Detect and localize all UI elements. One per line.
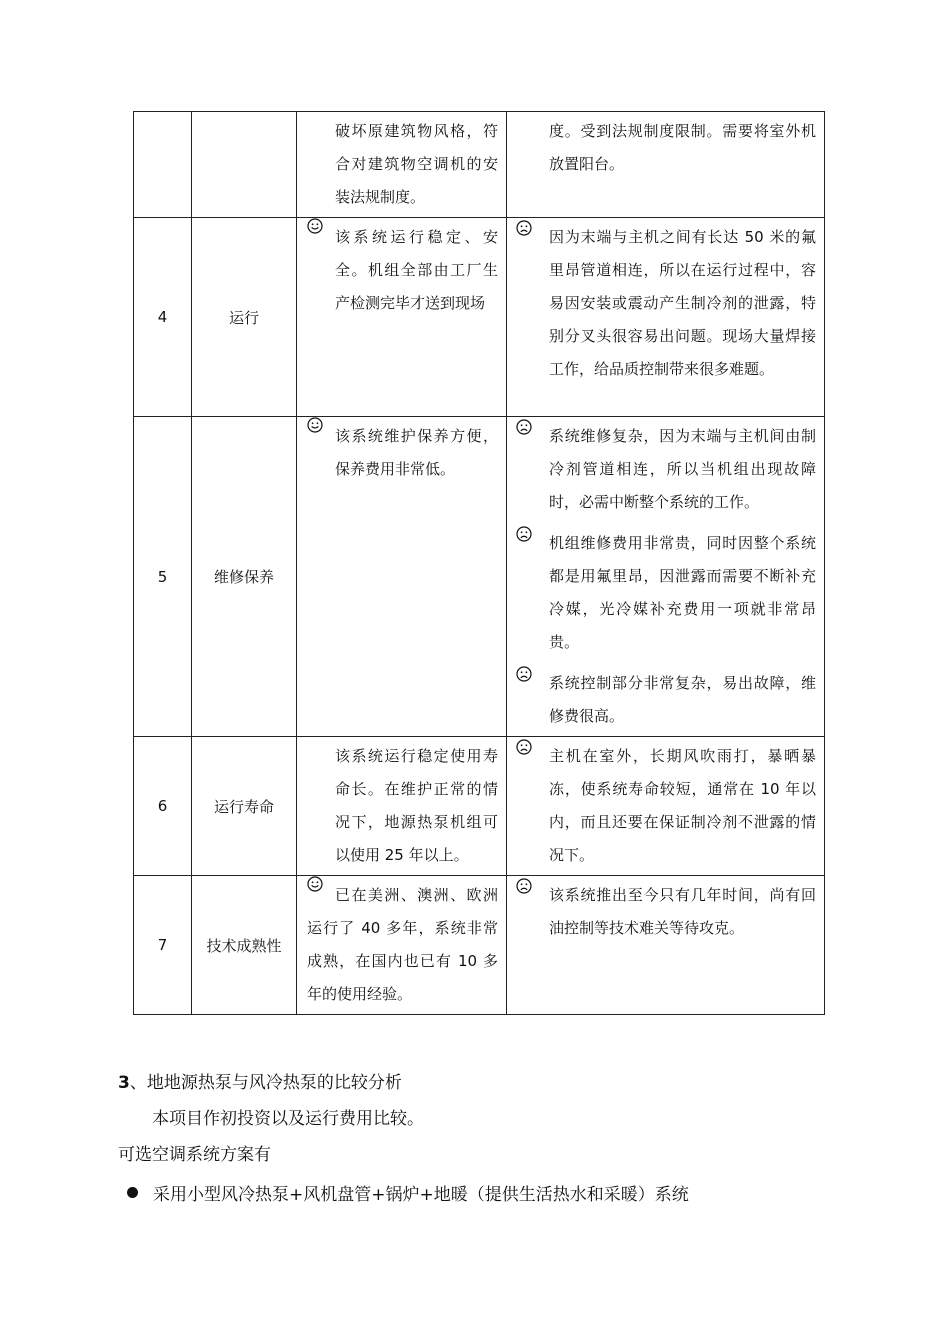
con-text: 该系统推出至今只有几年时间，尚有回油控制等技术难关等待攻克。: [549, 886, 816, 937]
con-cell: [507, 417, 825, 737]
table-row: [134, 112, 825, 218]
bullet-dot-icon: [127, 1187, 138, 1198]
pro-cell: [297, 112, 507, 218]
row-item: 运行寿命: [192, 737, 297, 876]
pro-text: 该系统运行稳定使用寿命长。在维护正常的情况下，地源热泵机组可以使用 25 年以上。: [335, 747, 498, 864]
con-text: 机组维修费用非常贵，同时因整个系统都是用氟里昂，因泄露而需要不断补充冷媒，光冷媒补充费用一项就非常昂贵。: [549, 534, 816, 651]
paragraph-options: 可选空调系统方案有: [118, 1145, 271, 1165]
row-number: 7: [134, 876, 192, 1015]
con-text: 度。受到法规制度限制。需要将室外机放置阳台。: [549, 122, 816, 173]
row-item: 技术成熟性: [192, 876, 297, 1015]
row-number: [134, 112, 192, 218]
bullet-text: 采用小型风冷热泵+风机盘管+锅炉+地暖（提供生活热水和采暖）系统: [153, 1185, 689, 1205]
pro-text: 该系统维护保养方便，保养费用非常低。: [335, 427, 498, 478]
paragraph-investment: 本项目作初投资以及运行费用比较。: [152, 1109, 424, 1129]
smile-face-icon: [307, 218, 323, 234]
con-cell: [507, 737, 825, 876]
smile-face-icon: [307, 876, 323, 892]
con-text: 系统控制部分非常复杂，易出故障，维修费很高。: [549, 674, 816, 725]
pro-text: 破坏原建筑物风格，符合对建筑物空调机的安装法规制度。: [335, 122, 498, 206]
section-title: 、地地源热泵与风冷热泵的比较分析: [129, 1073, 402, 1093]
row-number: 5: [134, 417, 192, 737]
bullet-item: [127, 1180, 689, 1205]
con-cell: [507, 112, 825, 218]
con-text: 主机在室外，长期风吹雨打，暴晒暴冻，使系统寿命较短，通常在 10 年以内，而且还要在保证制冷剂不泄露的情况下。: [549, 747, 816, 864]
con-cell: [507, 876, 825, 1015]
pro-text: 该系统运行稳定、安全。机组全部由工厂生产检测完毕才送到现场: [335, 228, 498, 312]
pro-text: 已在美洲、澳洲、欧洲运行了 40 多年，系统非常成熟，在国内也已有 10 多年的使用经验。: [307, 886, 498, 1003]
row-item: [192, 112, 297, 218]
frown-face-icon: [516, 739, 532, 755]
section-number: 3: [118, 1073, 130, 1093]
con-cell: [507, 218, 825, 417]
table-row: [134, 218, 825, 417]
frown-face-icon: [516, 666, 532, 682]
frown-face-icon: [516, 878, 532, 894]
row-number: 6: [134, 737, 192, 876]
row-item: 维修保养: [192, 417, 297, 737]
frown-face-icon: [516, 220, 532, 236]
row-item: 运行: [192, 218, 297, 417]
pro-cell: [297, 876, 507, 1015]
pro-cell: [297, 218, 507, 417]
section-heading: [118, 1068, 402, 1093]
pro-cell: [297, 417, 507, 737]
con-text: 系统维修复杂，因为末端与主机间由制冷剂管道相连，所以当机组出现故障时，必需中断整个系统的工作。: [549, 427, 816, 511]
table-row: [134, 417, 825, 737]
frown-face-icon: [516, 526, 532, 542]
table-row: [134, 876, 825, 1015]
con-text: 因为末端与主机之间有长达 50 米的氟里昂管道相连，所以在运行过程中，容易因安装或震动产生制冷剂的泄露，特别分叉头很容易出问题。现场大量焊接工作，给品质控制带来很多难题。: [549, 228, 816, 378]
pro-cell: [297, 737, 507, 876]
comparison-table: [133, 111, 825, 1015]
smile-face-icon: [307, 417, 323, 433]
frown-face-icon: [516, 419, 532, 435]
row-number: 4: [134, 218, 192, 417]
table-row: [134, 737, 825, 876]
